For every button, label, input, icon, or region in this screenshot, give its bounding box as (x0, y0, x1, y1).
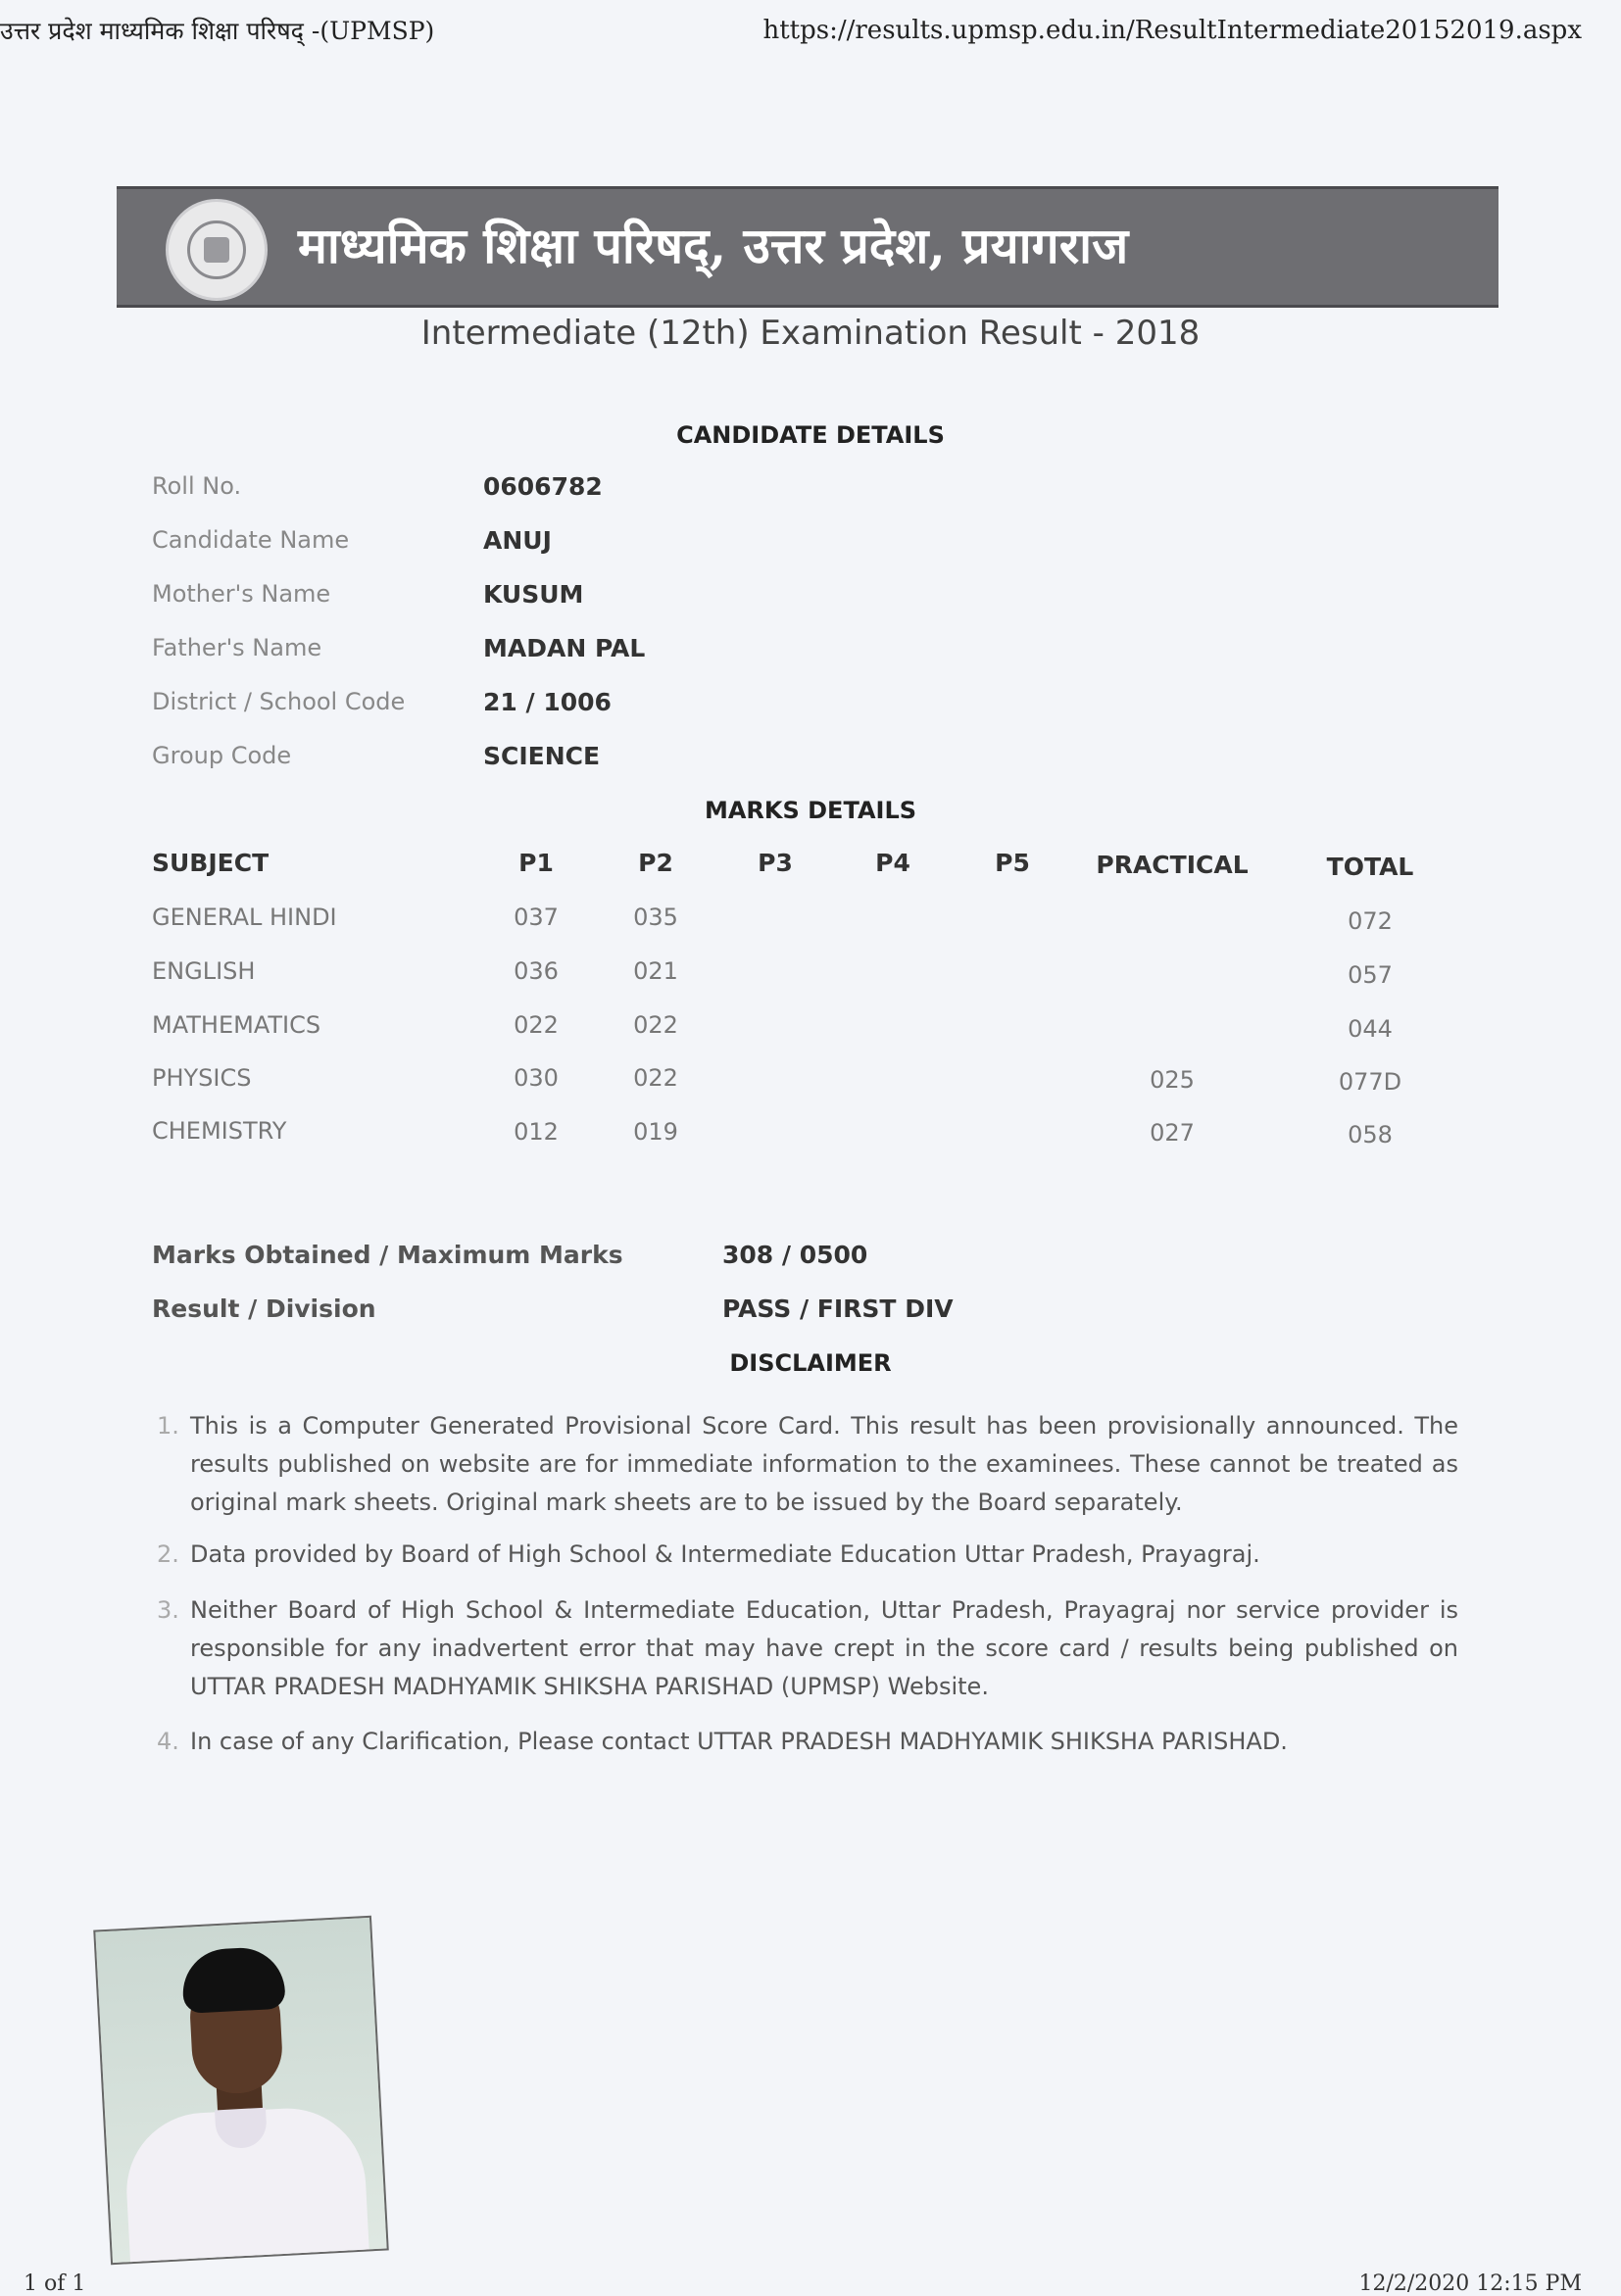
table-row-subject: PHYSICS (152, 1064, 252, 1092)
col-header-p2: P2 (638, 849, 673, 877)
district-school-code-value: 21 / 1006 (483, 688, 612, 716)
disclaimer-heading: DISCLAIMER (729, 1349, 892, 1377)
mother-name-label: Mother's Name (152, 580, 331, 608)
disclaimer-item (157, 1536, 1458, 1574)
exam-title: Intermediate (12th) Examination Result - 2018 (420, 314, 1201, 353)
table-row-p2: 035 (633, 904, 678, 931)
marks-obtained-label: Marks Obtained / Maximum Marks (152, 1241, 623, 1269)
marks-obtained-value: 308 / 0500 (722, 1241, 868, 1269)
table-row-subject: ENGLISH (152, 957, 256, 985)
table-row-subject: MATHEMATICS (152, 1011, 321, 1039)
candidate-name-label: Candidate Name (152, 526, 350, 554)
group-code-label: Group Code (152, 742, 292, 769)
father-name-label: Father's Name (152, 634, 322, 661)
disclaimer-item-number: 4. (157, 1728, 179, 1755)
table-row-subject: CHEMISTRY (152, 1117, 287, 1145)
father-name-value: MADAN PAL (483, 634, 646, 662)
table-row-subject: GENERAL HINDI (152, 904, 337, 931)
col-header-p3: P3 (758, 849, 793, 877)
col-header-practical: PRACTICAL (1096, 851, 1249, 879)
col-header-p5: P5 (995, 849, 1030, 877)
disclaimer-item-text: In case of any Clarification, Please contact UTTAR PRADESH MADHYAMIK SHIKSHA PARISHAD. (190, 1728, 1288, 1755)
print-timestamp: 12/2/2020 12:15 PM (1358, 2272, 1582, 2296)
table-row-total: 044 (1348, 1015, 1393, 1043)
result-division-value: PASS / FIRST DIV (722, 1295, 954, 1323)
col-header-subject: SUBJECT (152, 849, 270, 877)
table-row-p1: 012 (514, 1118, 559, 1146)
table-row-p1: 036 (514, 957, 559, 985)
disclaimer-item-number: 2. (157, 1540, 179, 1568)
table-row-p1: 022 (514, 1011, 559, 1039)
table-row-practical: 027 (1150, 1119, 1195, 1147)
table-row-total: 058 (1348, 1121, 1393, 1148)
disclaimer-item-text: Data provided by Board of High School & Intermediate Education Uttar Pradesh, Prayagraj. (190, 1540, 1260, 1568)
col-header-p1: P1 (518, 849, 554, 877)
table-row-p2: 021 (633, 957, 678, 985)
table-row-p2: 019 (633, 1118, 678, 1146)
disclaimer-item-number: 1. (157, 1412, 179, 1440)
disclaimer-item-number: 3. (157, 1596, 179, 1624)
table-row-p1: 037 (514, 904, 559, 931)
disclaimer-item (157, 1723, 1458, 1761)
roll-no-value: 0606782 (483, 472, 603, 501)
col-header-p4: P4 (875, 849, 910, 877)
table-row-p2: 022 (633, 1064, 678, 1092)
candidate-details-heading: CANDIDATE DETAILS (676, 421, 945, 449)
marks-details-heading: MARKS DETAILS (704, 797, 917, 824)
page-url: https://results.upmsp.edu.in/ResultIntermediate20152019.aspx (762, 16, 1582, 45)
disclaimer-item-text: Neither Board of High School & Intermediate Education, Uttar Pradesh, Prayagraj nor service provider is responsible for any inadvertent error that may have crept in the score card / results being published on UTTAR PRADESH MADHYAMIK SHIKSHA PARISHAD (UPMSP) Website. (190, 1596, 1458, 1700)
candidate-name-value: ANUJ (483, 526, 552, 555)
disclaimer-item-text: This is a Computer Generated Provisional Score Card. This result has been provisionally announced. The results published on website are for immediate information to the examinees. These cannot be treated as original mark sheets. Original mark sheets are to be issued by the Board separately. (190, 1412, 1458, 1516)
table-row-total: 072 (1348, 907, 1393, 935)
table-row-practical: 025 (1150, 1066, 1195, 1094)
district-school-code-label: District / School Code (152, 688, 406, 715)
candidate-photo (93, 1916, 389, 2265)
page-number: 1 of 1 (24, 2272, 86, 2296)
col-header-total: TOTAL (1326, 853, 1414, 881)
table-row-p2: 022 (633, 1011, 678, 1039)
roll-no-label: Roll No. (152, 472, 242, 500)
page-title: उत्तर प्रदेश माध्यमिक शिक्षा परिषद् -(UPMSP) (0, 17, 435, 45)
disclaimer-item (157, 1591, 1458, 1706)
disclaimer-item (157, 1407, 1458, 1522)
up-emblem-icon (166, 199, 268, 301)
mother-name-value: KUSUM (483, 580, 584, 609)
table-row-total: 057 (1348, 961, 1393, 989)
table-row-total: 077D (1338, 1068, 1402, 1096)
result-division-label: Result / Division (152, 1295, 376, 1323)
table-row-p1: 030 (514, 1064, 559, 1092)
board-banner (117, 186, 1498, 308)
group-code-value: SCIENCE (483, 742, 601, 770)
board-name: माध्यमिक शिक्षा परिषद्, उत्तर प्रदेश, प्रयागराज (298, 217, 1129, 274)
